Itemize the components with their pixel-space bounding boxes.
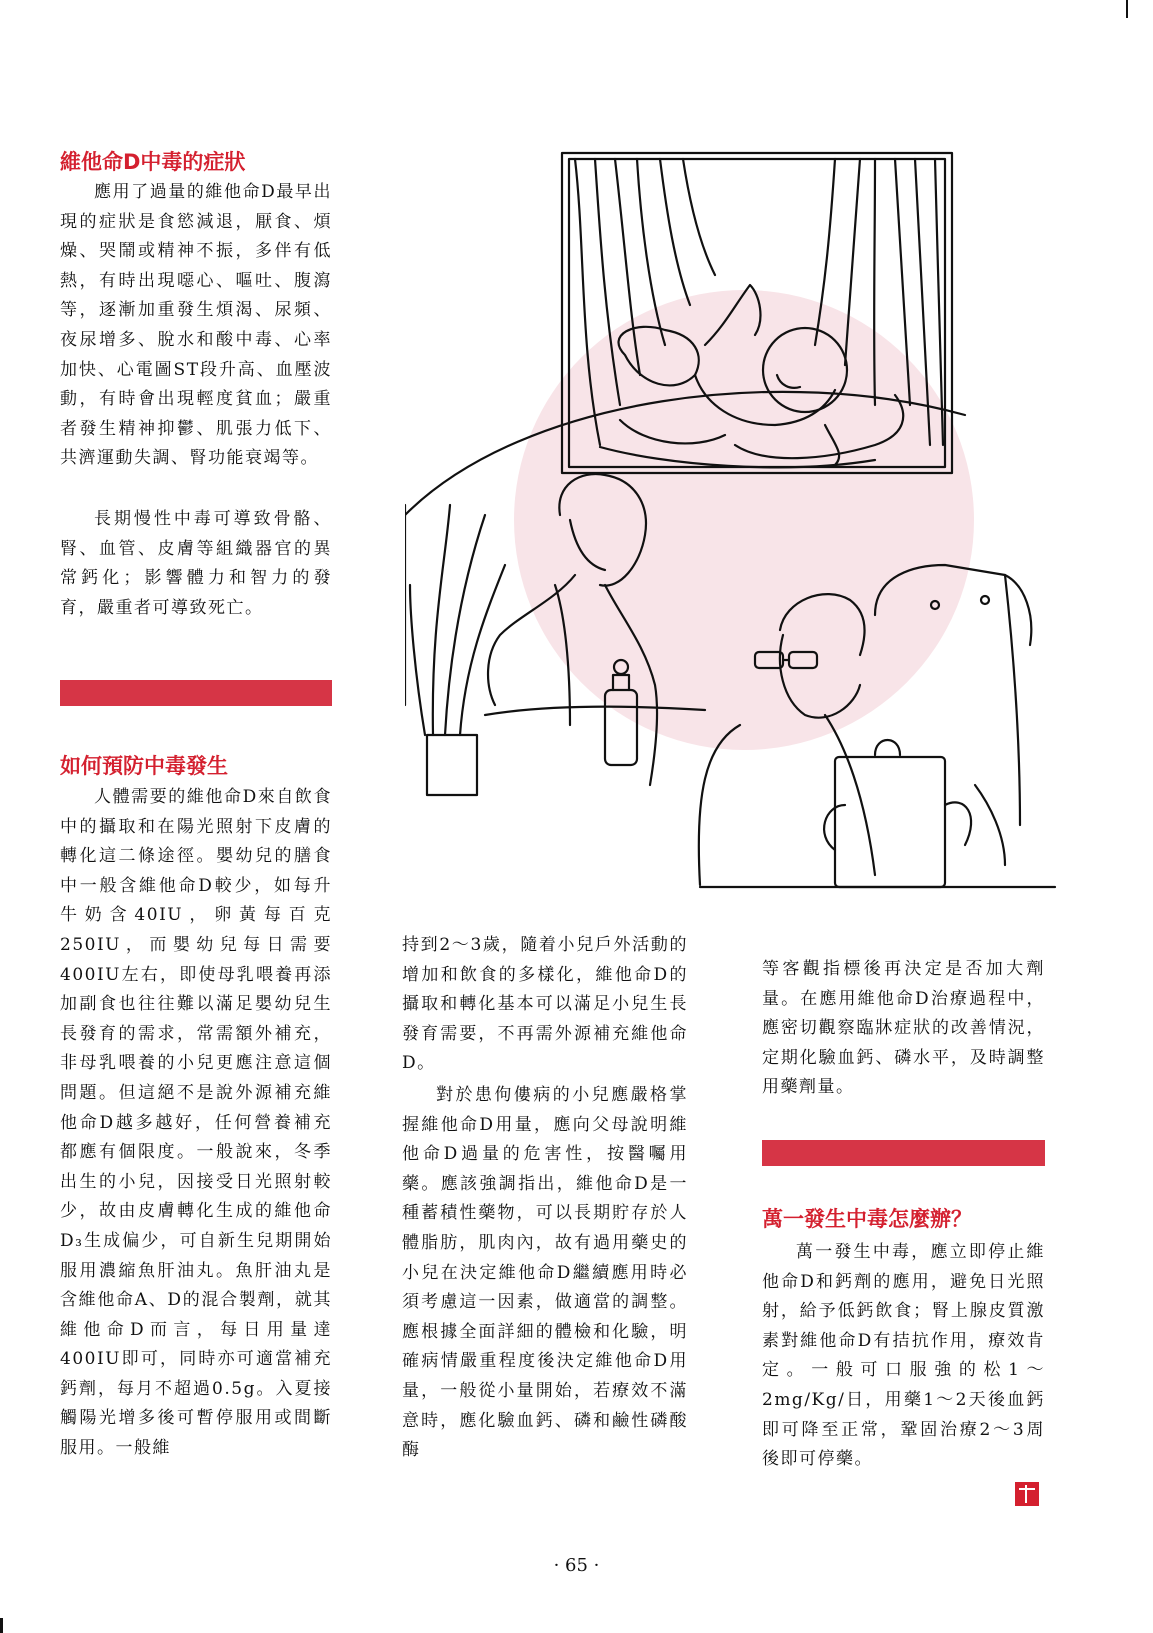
crop-mark-bottom-left — [0, 1618, 3, 1633]
paragraph-symptoms: 應用了過量的維他命D最早出現的症狀是食慾減退，厭食、煩燥、哭鬧或精神不振，多伴有低熱，有時出現噁心、嘔吐、腹瀉等，逐漸加重發生煩渴、尿頻、夜尿增多、脫水和酸中毒、心率加快、心電圖ST段升高、血壓波動，有時會出現輕度貧血；嚴重者發生精神抑鬱、肌張力低下、共濟運動失調、腎功能衰竭等。 — [60, 182, 332, 469]
section-divider-bar-2 — [762, 1140, 1045, 1166]
window-drawing — [562, 153, 952, 473]
curve-divider — [405, 392, 965, 515]
end-mark-icon — [1015, 1482, 1039, 1506]
paragraph-prevention: 人體需要的維他命D來自飲食中的攝取和在陽光照射下皮膚的轉化這二條途徑。嬰幼兒的膳食中一般含維他命D較少，如每升牛奶含40IU，卵黃每百克250IU，而嬰幼兒每日需要400IU左右，即使母乳喂養再添加副食也往往難以滿足嬰幼兒生長發育的需求，常需額外補充，非母乳喂養的小兒更應注意這個問題。但這絕不是說外源補充維他命D越多越好，任何營養補充都應有個限度。一般說來，冬季出生的小兒，因接受日光照射較少，故由皮膚轉化生成的維他命D₃生成偏少，可自新生兒期開始服用濃縮魚肝油丸。魚肝油丸是含維他命A、D的混合製劑，就其維他命D而言，每日用量達400IU即可，同時亦可適當補充鈣劑，每月不超過0.5g。入夏接觸陽光增多後可暫停服用或間斷服用。一般維 — [60, 787, 332, 1459]
heading-treatment: 萬一發生中毒怎麼辦？ — [762, 1207, 972, 1231]
baby-drawing — [619, 285, 904, 465]
paragraph-treatment: 萬一發生中毒，應立即停止維他命D和鈣劑的應用，避免日光照射，給予低鈣飲食；腎上腺皮質激素對維他命D有拮抗作用，療效肯定。一般可口服強的松1～2mg/Kg/日，用藥1～2天後血鈣即可降至正常，鞏固治療2～3周後即可停藥。 — [762, 1242, 1045, 1470]
paragraph-rickets-dosage: 對於患佝僂病的小兒應嚴格掌握維他命D用量，應向父母說明維他命D過量的危害性，按醫囑用藥。應該強調指出，維他命D是一種蓄積性藥物，可以長期貯存於人體脂肪，肌肉內，故有過用藥史的小兒在決定維他命D繼續應用時必須考慮這一因素，做適當的調整。應根據全面詳細的體檢和化驗，明確病情嚴重程度後決定維他命D用量，一般從小量開始，若療效不滿意時，應化驗血鈣、磷和鹼性磷酸酶 — [402, 1085, 688, 1461]
section-divider-bar — [60, 680, 332, 706]
heading-symptoms: 維他命D中毒的症狀 — [60, 150, 246, 174]
paragraph-chronic: 長期慢性中毒可導致骨骼、腎、血管、皮膚等組織器官的異常鈣化；影響體力和智力的發育，嚴重者可導致死亡。 — [60, 509, 332, 618]
page-number: · 65 · — [553, 1555, 600, 1576]
crop-mark-top-right — [1126, 0, 1128, 18]
mother-drawing — [485, 474, 705, 785]
paragraph-continuation: 持到2～3歲，隨着小兒戶外活動的增加和飲食的多樣化，維他命D的攝取和轉化基本可以滿足小兒生長發育需要，不再需外源補充維他命D。 — [402, 935, 688, 1074]
heading-prevention: 如何預防中毒發生 — [60, 754, 228, 778]
plant-drawing — [405, 505, 505, 795]
doctor-drawing — [699, 565, 1055, 887]
paragraph-monitoring: 等客觀指標後再決定是否加大劑量。在應用維他命D治療過程中，應密切觀察臨牀症狀的改善情況，定期化驗血鈣、磷水平，及時調整用藥劑量。 — [762, 959, 1045, 1098]
illustration — [405, 145, 1065, 935]
